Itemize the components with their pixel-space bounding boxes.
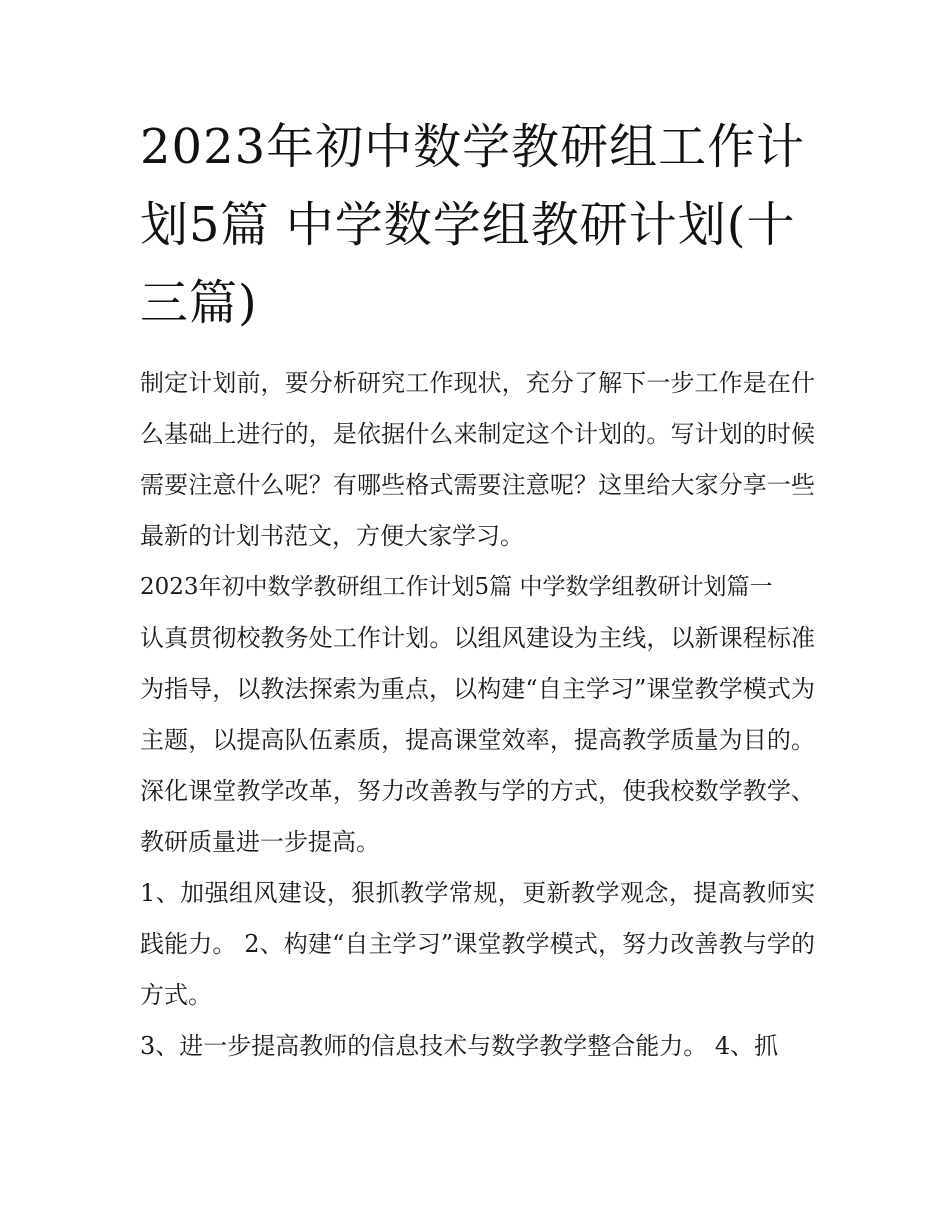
section-heading: 2023年初中数学教研组工作计划5篇 中学数学组教研计划篇一 (140, 574, 773, 600)
document-title: 2023年初中数学教研组工作计划5篇 中学数学组教研计划(十三篇) (140, 119, 806, 331)
list-paragraph: 1、加强组风建设，狠抓教学常规，更新教学观念，提高教师实践能力。 2、构建“自主学习”课堂教学模式，努力改善教与学的方式。 (140, 879, 815, 1009)
body-paragraph: 认真贯彻校教务处工作计划。以组风建设为主线，以新课程标准为指导，以教法探索为重点，以构建“自主学习”课堂教学模式为主题，以提高队伍素质，提高课堂效率，提高教学质量为目的。深化课堂教学改革，努力改善教与学的方式，使我校数学教学、教研质量进一步提高。 (140, 624, 815, 856)
list-paragraph: 3、进一步提高教师的信息技术与数学教学整合能力。 4、抓 (140, 1032, 779, 1060)
intro-paragraph: 制定计划前，要分析研究工作现状，充分了解下一步工作是在什么基础上进行的，是依据什么来制定这个计划的。写计划的时候需要注意什么呢？有哪些格式需要注意呢？这里给大家分享一些最新的计划书范文，方便大家学习。 (140, 369, 815, 550)
document-body (140, 108, 815, 1072)
